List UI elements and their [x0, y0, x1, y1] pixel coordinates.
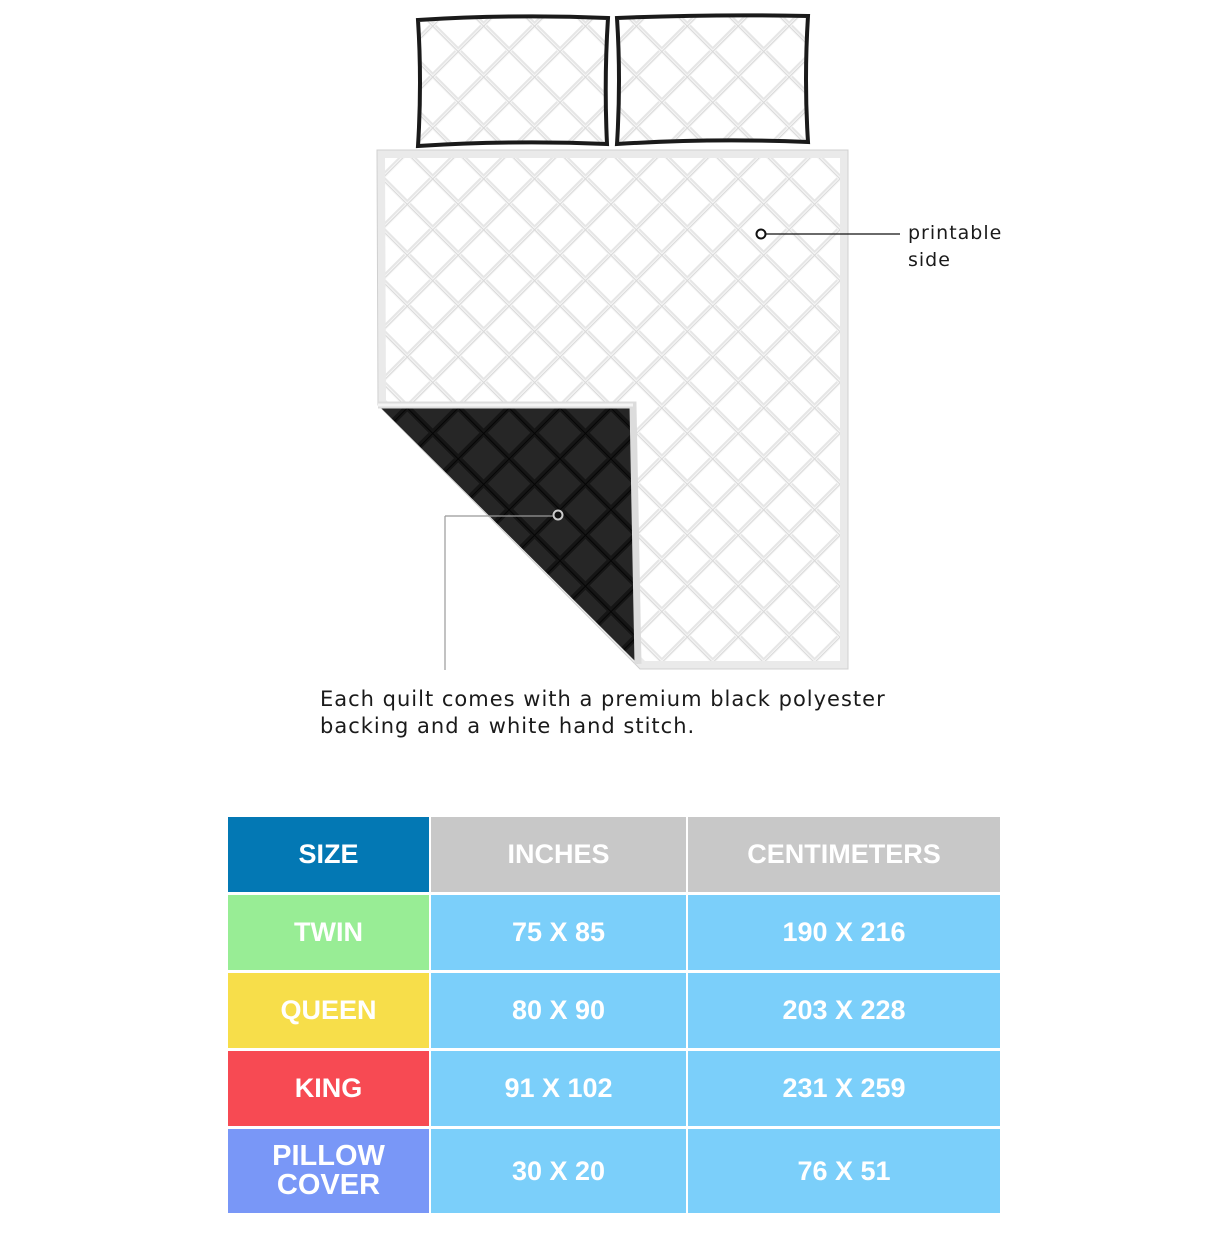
size-twin: TWIN	[228, 892, 429, 970]
cm-twin: 190 X 216	[686, 892, 1000, 970]
size-chart-table	[228, 817, 1000, 1213]
pillow-right	[617, 15, 808, 144]
table-row-twin	[228, 892, 1000, 970]
table-row-king	[228, 1048, 1000, 1126]
table-row-queen	[228, 970, 1000, 1048]
pillow-left	[418, 16, 608, 146]
inches-queen: 80 X 90	[429, 970, 686, 1048]
backing-note: Each quilt comes with a premium black polyester backing and a white hand stitch.	[320, 687, 886, 738]
size-pillow-cover: PILLOW COVER	[272, 1140, 385, 1201]
cm-pillow-cover: 76 X 51	[686, 1126, 1000, 1213]
inches-twin: 75 X 85	[429, 892, 686, 970]
cm-king: 231 X 259	[686, 1048, 1000, 1126]
header-inches: INCHES	[429, 817, 686, 892]
size-queen: QUEEN	[228, 970, 429, 1048]
inches-pillow-cover: 30 X 20	[429, 1126, 686, 1213]
header-size: SIZE	[228, 817, 429, 892]
size-pillow-cover-cell	[228, 1126, 429, 1213]
table-header-row	[228, 817, 1000, 892]
quilt-body	[377, 150, 848, 669]
header-centimeters: CENTIMETERS	[686, 817, 1000, 892]
table-row-pillow-cover	[228, 1126, 1000, 1213]
size-king: KING	[228, 1048, 429, 1126]
inches-king: 91 X 102	[429, 1048, 686, 1126]
cm-queen: 203 X 228	[686, 970, 1000, 1048]
printable-side-label: printable side	[908, 222, 1003, 271]
